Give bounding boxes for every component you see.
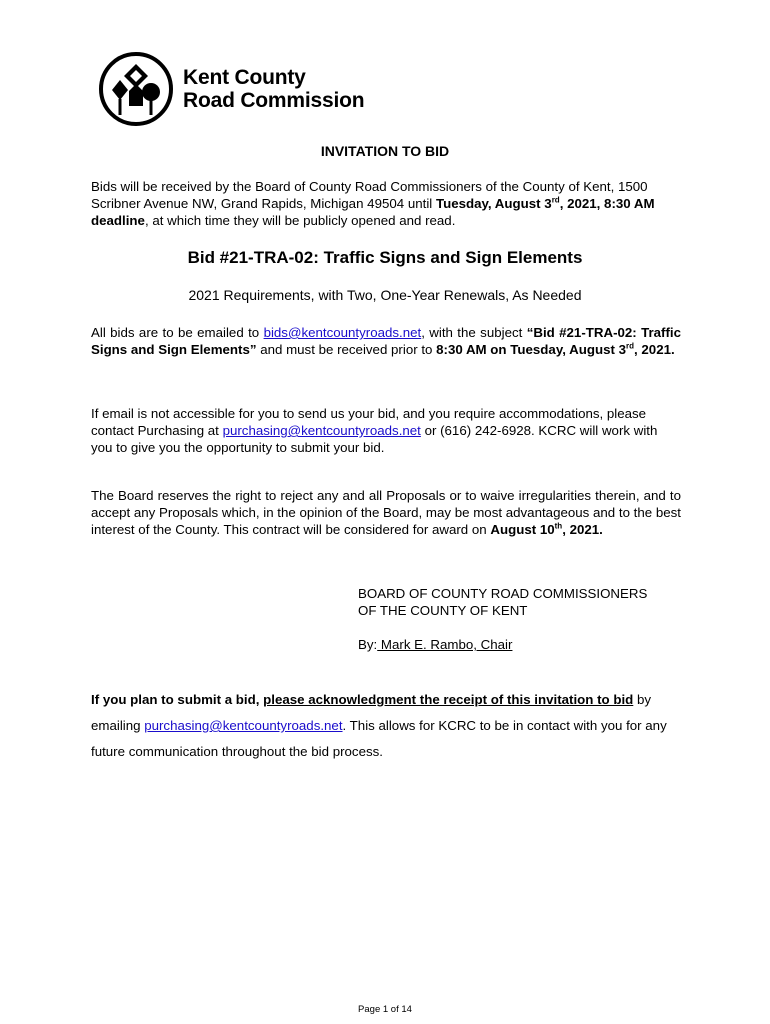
page-title: INVITATION TO BID [320,143,450,159]
org-name-line1: Kent County [183,66,306,89]
access-para-text: If email is not accessible for you to send us your bid, and you require accommodations, please contact Purchasing at [91,406,647,438]
award-date: August 10 [490,522,555,537]
page-number: Page 1 of 14 [358,1004,412,1015]
ack-instruction: please acknowledgment the receipt of this invitation to bid [263,692,634,707]
signature-line2: OF THE COUNTY OF KENT [358,603,528,618]
bid-subtitle: 2021 Requirements, with Two, One-Year Renewals, As Needed [188,287,582,303]
reserve-para-text: The Board reserves the right to reject any and all Proposals or to waive irregularities therein, and to accept any Proposals which, in the opinion of the Board, may be most advantageous and to the best interest of the County. This contract will be considered for award on [91,488,681,537]
ack-purchasing-email-link[interactable]: purchasing@kentcountyroads.net [144,718,343,733]
intro-deadline-date: Tuesday, August 3 [435,196,552,211]
org-name [183,66,364,112]
intro-deadline-time: , 2021, 8:30 AM deadline [91,196,655,228]
signature-line1: BOARD OF COUNTY ROAD COMMISSIONERS [358,586,648,601]
award-date-suffix: th [554,521,563,531]
accommodation-paragraph [91,405,681,456]
reserve-paragraph [91,487,681,538]
email-para-text2: , with the subject [421,325,527,340]
award-year: , 2021. [562,522,603,537]
email-paragraph [91,324,681,358]
bid-title: Bid #21-TRA-02: Traffic Signs and Sign Elements [187,248,583,267]
email-deadline: 8:30 AM on Tuesday, August 3 [436,342,627,357]
ack-text2: . This allows for KCRC to be in contact with you for any future communication throughout the bid process. [91,718,667,759]
purchasing-email-link[interactable]: purchasing@kentcountyroads.net [222,423,421,438]
email-subject: “Bid #21-TRA-02: Traffic Signs and Sign Elements” [91,325,681,357]
email-deadline-year: , 2021. [634,342,675,357]
intro-date-suffix: rd [551,195,560,205]
acknowledge-paragraph [91,687,691,765]
signature-by [358,636,647,653]
email-para-text: All bids are to be emailed to [91,325,264,340]
ack-lead: If you plan to submit a bid, [91,692,264,707]
signature-by-label: By: [358,637,378,652]
signature-name: Mark E. Rambo, Chair [377,637,513,652]
access-para-text2: or (616) 242-6928. KCRC will work with you to give you the opportunity to submit your bid. [91,423,658,455]
ack-text: by emailing [91,692,652,733]
email-para-text3: and must be received prior to [256,342,437,357]
signature-block [358,585,647,653]
intro-text-end: , at which time they will be publicly opened and read. [144,213,456,228]
email-date-suffix: rd [626,341,635,351]
bids-email-link[interactable]: bids@kentcountyroads.net [263,325,422,340]
intro-paragraph [91,178,681,229]
org-name-line2: Road Commission [183,89,365,112]
intro-text: Bids will be received by the Board of County Road Commissioners of the County of Kent, 1500 Scribner Avenue NW, Grand Rapids, Michigan 49504 until [91,179,648,211]
